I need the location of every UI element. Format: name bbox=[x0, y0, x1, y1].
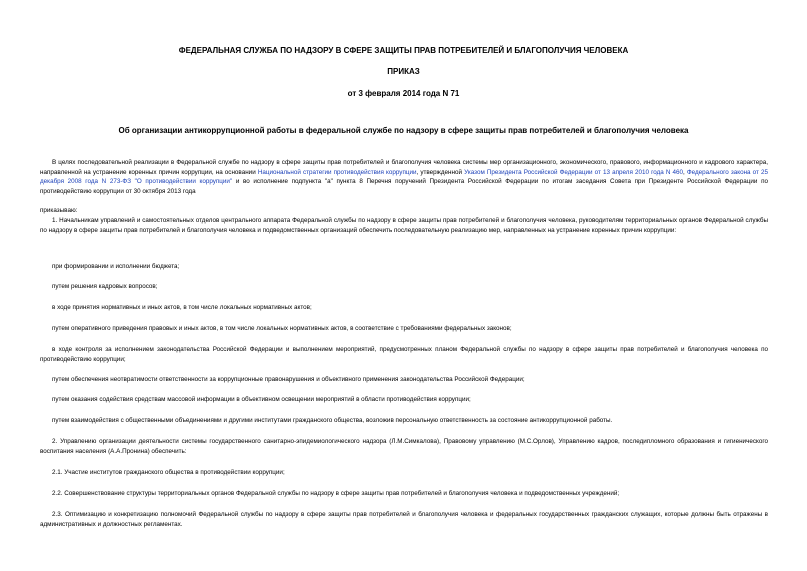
item-2-2: 2.2. Совершенствование структуры территориальных органов Федеральной службы по надзору в сфере защиты прав потребителей и благополучия человека и подведомственных учреждений; bbox=[52, 490, 620, 497]
document-type: ПРИКАЗ bbox=[387, 67, 420, 76]
preamble-text-3: , bbox=[683, 168, 687, 176]
link-national-anticorruption-strategy[interactable]: Национальной стратегии противодействия коррупции bbox=[257, 168, 417, 176]
document-date-number: от 3 февраля 2014 года N 71 bbox=[347, 89, 460, 98]
sub-item-normative-acts: в ходе принятия нормативных и иных актов, в том числе локальных нормативных актов; bbox=[52, 304, 312, 311]
organization-heading: ФЕДЕРАЛЬНАЯ СЛУЖБА ПО НАДЗОРУ В СФЕРЕ ЗАЩИТЫ ПРАВ ПОТРЕБИТЕЛЕЙ И БЛАГОПОЛУЧИЯ ЧЕЛОВЕКА bbox=[178, 46, 629, 55]
sub-item-budget: при формировании и исполнении бюджета; bbox=[52, 263, 180, 270]
item-2: 2. Управлению организации деятельности системы государственного санитарно-эпидемиологического надзора (Л.М.Симкалова), Правовому управлению (М.С.Орлов), Управлению кадров, последипломного образования и гигиенического воспитания населения (А.А.Пронина) обеспечить: bbox=[40, 438, 768, 455]
sub-item-personnel: путем решения кадровых вопросов; bbox=[52, 283, 158, 290]
preamble-text-4: и во исполнение подпункта "а" пункта 8 Перечня поручений Президента Российской Федерации по итогам заседания Совета при Президенте Российской Федерации по противодействию коррупции от 30 октября 2013 года bbox=[40, 178, 768, 195]
preamble-text-1: В целях последовательной реализации в Федеральной службе по надзору в сфере защиты прав потребителей и благополучия человека системы мер организационного, экономического, правового, информационного и кадрового характера, направленной на устранение коренных причин коррупции, на основании bbox=[40, 159, 768, 176]
document-title: Об организации антикоррупционной работы в федеральной службе по надзору в сфере защиты прав потребителей и благополучия человека bbox=[118, 126, 689, 135]
sub-item-civil-society: путем взаимодействия с общественными объединениями и другими институтами гражданского общества, возложив персональную ответственность за состояние антикоррупционной работы. bbox=[52, 417, 613, 424]
preamble-paragraph bbox=[40, 158, 768, 196]
link-presidential-decree-460[interactable]: Указом Президента Российской Федерации от 13 апреля 2010 года N 460 bbox=[464, 168, 683, 176]
sub-item-responsibility: путем обеспечения неотвратимости ответственности за коррупционные правонарушения и объективного применения законодательства Российской Федерации; bbox=[52, 376, 525, 383]
link-federal-law-273[interactable]: Федерального закона от 25 декабря 2008 года N 273-ФЗ "О противодействии коррупции" bbox=[40, 168, 768, 186]
sub-item-control: в ходе контроля за исполнением законодательства Российской Федерации и выполнением мероприятий, предусмотренных планом Федеральной службы по надзору в сфере защиты прав потребителей и благополучия человека по противодействию коррупции; bbox=[40, 346, 768, 363]
item-1: 1. Начальникам управлений и самостоятельных отделов центрального аппарата Федеральной службы по надзору в сфере защиты прав потребителей и благополучия человека, руководителям территориальных органов Федеральной службы по надзору в сфере защиты прав потребителей и благополучия человека и подведомственных организаций обеспечить последовательную реализацию мер, направленных на устранение коренных причин коррупции: bbox=[40, 217, 768, 234]
item-2-1: 2.1. Участие институтов гражданского общества в противодействии коррупции; bbox=[52, 469, 285, 476]
sub-item-legal-acts-alignment: путем оперативного приведения правовых и иных актов, в том числе локальных нормативных актов, в соответствие с требованиями федеральных законов; bbox=[52, 325, 512, 332]
order-word: приказываю: bbox=[40, 207, 78, 214]
preamble-text-2: , утвержденной bbox=[416, 168, 465, 176]
sub-item-media: путем оказания содействия средствам массовой информации в объективном освещении мероприятий в области противодействия коррупции; bbox=[52, 396, 471, 403]
item-2-3: 2.3. Оптимизацию и конкретизацию полномочий Федеральной службы по надзору в сфере защиты прав потребителей и благополучия человека и федеральных государственных гражданских служащих, которые должны быть отражены в административных и должностных регламентах. bbox=[40, 511, 768, 528]
